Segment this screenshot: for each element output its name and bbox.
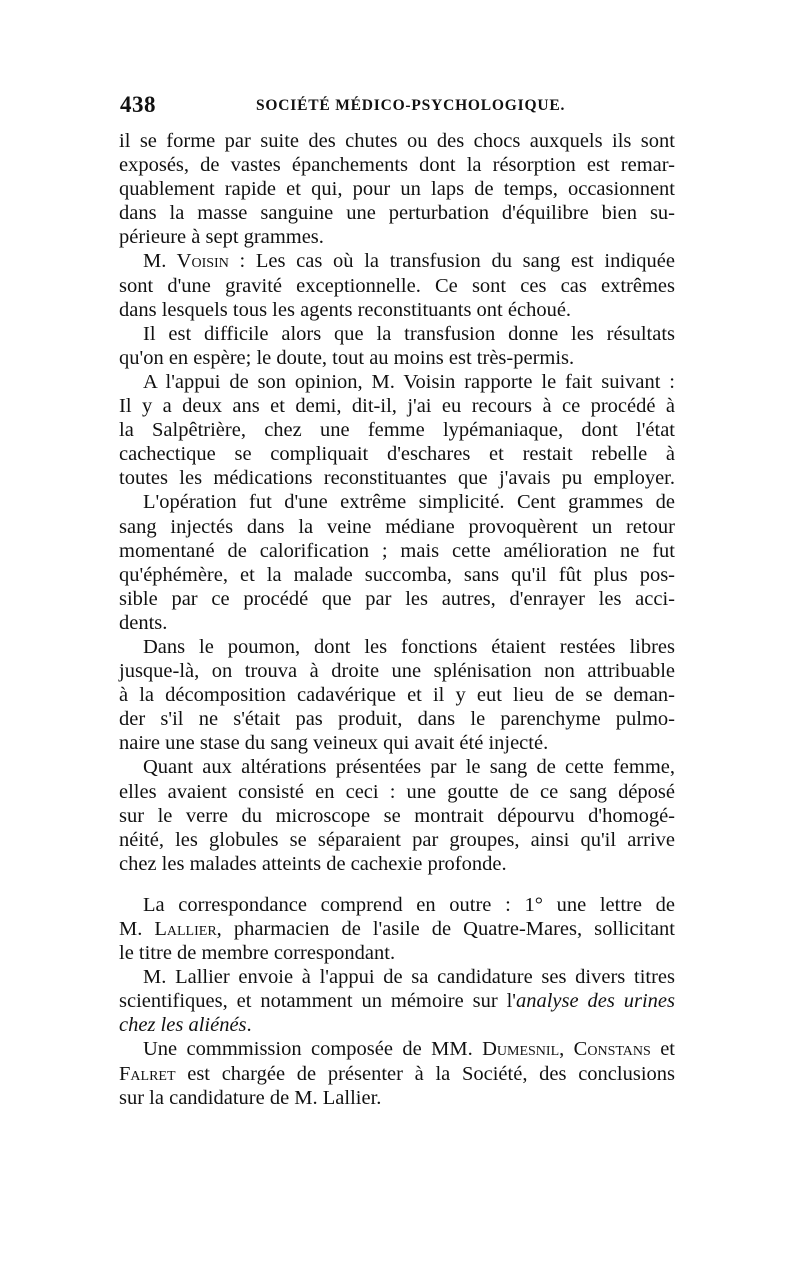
paragraph-lallier-titres: [119, 965, 675, 1037]
text-line: quablement rapide et qui, pour un laps de temps, occasionnent: [119, 178, 675, 201]
paragraph-commission: [119, 1037, 675, 1109]
text-line: [119, 1013, 675, 1037]
text-line: exposés, de vastes épanchements dont la résorption est remar-: [119, 154, 675, 177]
paragraph-voisin-intro: [119, 249, 675, 321]
text-line: Il y a deux ans et demi, dit-il, j'ai eu recours à ce procédé à: [119, 395, 675, 418]
text-line: sur la candidature de M. Lallier.: [119, 1086, 382, 1109]
paragraph-continuation: [119, 129, 675, 249]
text-span: scientifiques, et notamment un mémoire sur l': [119, 990, 516, 1013]
text-line: dans lesquels tous les agents reconstituants ont échoué.: [119, 298, 572, 321]
text-line: [119, 1037, 675, 1061]
text-line: sont d'une gravité exceptionnelle. Ce sont ces cas extrêmes: [119, 274, 675, 297]
text-span: est chargée de présenter à la Société, des conclusions: [175, 1062, 675, 1085]
journal-title: SOCIÉTÉ MÉDICO-PSYCHOLOGIQUE.: [256, 97, 566, 114]
text-span: : Les cas où la transfusion du sang est indiquée: [228, 250, 675, 273]
speaker-name: M. Voisin: [143, 250, 229, 273]
text-span: .: [246, 1014, 252, 1037]
person-name: Lallier: [154, 918, 217, 940]
text-line: sur le verre du microscope se montrait dépourvu d'homogé-: [119, 804, 675, 827]
text-line: cachectique se compliquait d'eschares et restait rebelle à: [119, 443, 675, 466]
text-line: le titre de membre correspondant.: [119, 942, 396, 965]
text-line: qu'on en espère; le doute, tout au moins est très-permis.: [119, 346, 575, 369]
body-text: [119, 129, 675, 1110]
running-head: [120, 92, 680, 122]
text-line: La correspondance comprend en outre : 1° une lettre de: [143, 893, 675, 916]
paragraph-appui: [119, 370, 675, 490]
text-line: dents.: [119, 611, 168, 634]
paragraph-poumon: [119, 635, 675, 755]
paragraph-alterations: [119, 755, 675, 875]
text-line: Dans le poumon, dont les fonctions étaient restées libres: [143, 635, 675, 658]
text-line: Il est difficile alors que la transfusion donne les résultats: [143, 322, 675, 345]
paragraph-correspondance: [119, 893, 675, 965]
text-line: il se forme par suite des chutes ou des chocs auxquels ils sont: [119, 130, 675, 152]
text-line: momentané de calorification ; mais cette amélioration ne fut: [119, 539, 675, 562]
text-line: dans la masse sanguine une perturbation d'équilibre bien su-: [119, 202, 675, 225]
text-line: chez les malades atteints de cachexie profonde.: [119, 852, 507, 875]
text-line: à la décomposition cadavérique et il y eut lieu de se deman-: [119, 684, 675, 707]
italic-title: chez les aliénés: [119, 1014, 247, 1037]
text-line: Quant aux altérations présentées par le sang de cette femme,: [143, 756, 675, 779]
text-line: der s'il ne s'était pas produit, dans le parenchyme pulmo-: [119, 708, 675, 731]
text-span: M.: [119, 918, 155, 940]
italic-title: analyse des urines: [515, 990, 675, 1013]
text-span: Une commmission composée de MM.: [143, 1038, 483, 1061]
text-span: ,: [559, 1038, 574, 1061]
text-line: [119, 917, 675, 941]
text-line: qu'éphémère, et la malade succomba, sans qu'il fût plus pos-: [119, 563, 675, 586]
text-span: et: [650, 1038, 675, 1061]
text-line: M. Lallier envoie à l'appui de sa candidature ses divers titres: [143, 966, 675, 989]
page-number: 438: [120, 92, 156, 117]
person-name: Falret: [119, 1062, 176, 1085]
text-line: A l'appui de son opinion, M. Voisin rapporte le fait suivant :: [143, 370, 675, 393]
text-line: elles avaient consisté en ceci : une goutte de ce sang déposé: [119, 780, 675, 803]
text-line: la Salpêtrière, chez une femme lypémaniaque, dont l'état: [119, 419, 675, 442]
person-name: Dumesnil: [482, 1038, 560, 1061]
paragraph-difficile: [119, 322, 675, 370]
text-line: [119, 1062, 675, 1086]
text-line: [119, 249, 675, 273]
text-line: L'opération fut d'une extrême simplicité. Cent grammes de: [143, 491, 675, 514]
text-line: naire une stase du sang veineux qui avait été injecté.: [119, 732, 549, 755]
text-line: sang injectés dans la veine médiane provoquèrent un retour: [119, 515, 675, 538]
text-line: toutes les médications reconstituantes que j'avais pu employer.: [119, 467, 675, 490]
person-name: Constans: [573, 1038, 651, 1061]
text-line: sible par ce procédé que par les autres, d'enrayer les acci-: [119, 587, 675, 610]
text-span: , pharmacien de l'asile de Quatre-Mares, sollicitant: [216, 918, 675, 940]
text-line: [119, 989, 675, 1013]
text-line: jusque-là, on trouva à droite une splénisation non attribuable: [119, 660, 675, 683]
section-gap: [119, 876, 675, 893]
text-line: néité, les globules se séparaient par groupes, ainsi qu'il arrive: [119, 828, 675, 851]
paragraph-operation: [119, 490, 675, 635]
text-line: périeure à sept grammes.: [119, 226, 324, 249]
